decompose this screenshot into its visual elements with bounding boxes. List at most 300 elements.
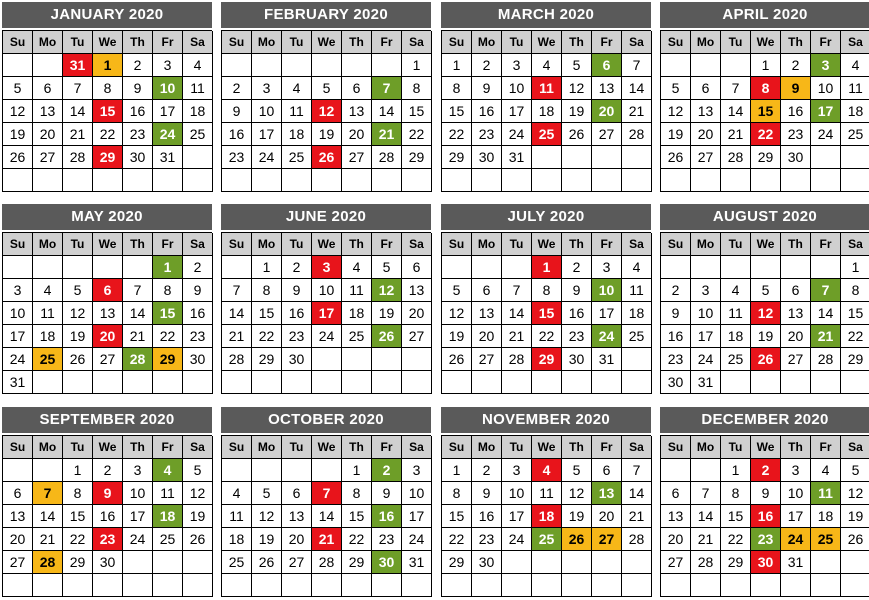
empty-cell (751, 169, 781, 192)
day-cell: 30 (93, 551, 123, 574)
day-cell: 19 (312, 123, 342, 146)
weekday-header: We (532, 233, 562, 256)
weekday-header: Th (123, 233, 153, 256)
day-cell: 16 (472, 100, 502, 123)
day-cell: 6 (691, 77, 721, 100)
empty-cell (532, 371, 562, 394)
day-cell: 17 (691, 325, 721, 348)
month-calendar (660, 407, 869, 597)
weekday-header: Sa (622, 233, 652, 256)
day-cell: 29 (751, 146, 781, 169)
day-cell: 4 (841, 54, 869, 77)
day-cell: 7 (622, 459, 652, 482)
day-cell: 31 (402, 551, 432, 574)
day-cell: 14 (721, 100, 751, 123)
day-cell: 21 (63, 123, 93, 146)
day-cell: 4 (811, 459, 841, 482)
day-cell: 12 (661, 100, 691, 123)
day-cell: 25 (532, 528, 562, 551)
day-cell: 27 (661, 551, 691, 574)
day-cell: 26 (562, 528, 592, 551)
day-cell: 10 (811, 77, 841, 100)
empty-cell (472, 256, 502, 279)
weekday-header: Th (562, 436, 592, 459)
day-cell: 6 (282, 482, 312, 505)
day-cell: 12 (252, 505, 282, 528)
day-cell: 8 (841, 279, 869, 302)
day-cell: 19 (562, 505, 592, 528)
day-cell: 13 (472, 302, 502, 325)
day-cell: 30 (751, 551, 781, 574)
day-cell: 22 (402, 123, 432, 146)
day-cell: 16 (472, 505, 502, 528)
day-cell: 7 (63, 77, 93, 100)
day-cell: 3 (153, 54, 183, 77)
day-cell: 10 (592, 279, 622, 302)
day-cell: 11 (532, 482, 562, 505)
weekday-header: Su (3, 233, 33, 256)
day-cell: 3 (252, 77, 282, 100)
day-cell: 18 (622, 302, 652, 325)
day-cell: 9 (472, 77, 502, 100)
empty-cell (33, 371, 63, 394)
day-cell: 18 (342, 302, 372, 325)
day-cell: 27 (402, 325, 432, 348)
empty-cell (442, 574, 472, 597)
day-cell: 31 (63, 54, 93, 77)
day-cell: 24 (402, 528, 432, 551)
day-cell: 4 (721, 279, 751, 302)
day-cell: 14 (811, 302, 841, 325)
empty-cell (562, 371, 592, 394)
day-cell: 29 (841, 348, 869, 371)
day-cell: 9 (222, 100, 252, 123)
day-cell: 22 (841, 325, 869, 348)
day-cell: 18 (222, 528, 252, 551)
empty-cell (532, 574, 562, 597)
empty-cell (622, 371, 652, 394)
empty-cell (222, 574, 252, 597)
empty-cell (33, 574, 63, 597)
month-title: JANUARY 2020 (2, 2, 212, 28)
day-cell: 2 (282, 256, 312, 279)
empty-cell (502, 551, 532, 574)
empty-cell (751, 574, 781, 597)
day-cell: 29 (442, 551, 472, 574)
day-cell: 18 (33, 325, 63, 348)
day-cell: 14 (33, 505, 63, 528)
day-cell: 21 (222, 325, 252, 348)
weekday-header: We (93, 233, 123, 256)
day-cell: 24 (312, 325, 342, 348)
empty-cell (562, 551, 592, 574)
day-cell: 20 (342, 123, 372, 146)
day-cell: 21 (622, 505, 652, 528)
empty-cell (342, 348, 372, 371)
day-cell: 28 (123, 348, 153, 371)
empty-cell (781, 169, 811, 192)
day-cell: 7 (33, 482, 63, 505)
day-cell: 10 (123, 482, 153, 505)
empty-cell (123, 371, 153, 394)
day-cell: 23 (372, 528, 402, 551)
day-cell: 4 (222, 482, 252, 505)
empty-cell (312, 348, 342, 371)
empty-cell (532, 169, 562, 192)
day-cell: 24 (123, 528, 153, 551)
day-cell: 6 (781, 279, 811, 302)
day-cell: 4 (532, 459, 562, 482)
empty-cell (781, 371, 811, 394)
day-cell: 22 (252, 325, 282, 348)
empty-cell (63, 256, 93, 279)
day-cell: 24 (153, 123, 183, 146)
day-cell: 9 (562, 279, 592, 302)
day-cell: 6 (33, 77, 63, 100)
empty-cell (282, 371, 312, 394)
day-cell: 1 (721, 459, 751, 482)
day-cell: 13 (402, 279, 432, 302)
day-cell: 10 (153, 77, 183, 100)
day-cell: 30 (562, 348, 592, 371)
weekday-header: Mo (252, 31, 282, 54)
day-cell: 8 (532, 279, 562, 302)
day-cell: 11 (153, 482, 183, 505)
day-cell: 31 (691, 371, 721, 394)
day-cell: 29 (532, 348, 562, 371)
empty-cell (3, 256, 33, 279)
day-cell: 2 (472, 459, 502, 482)
empty-cell (372, 54, 402, 77)
day-cell: 9 (661, 302, 691, 325)
day-cell: 23 (282, 325, 312, 348)
empty-cell (721, 574, 751, 597)
month-calendar (2, 2, 212, 192)
day-cell: 11 (721, 302, 751, 325)
day-cell: 26 (751, 348, 781, 371)
weekday-header: Su (222, 436, 252, 459)
month-grid (2, 30, 212, 192)
empty-cell (811, 146, 841, 169)
day-cell: 2 (781, 54, 811, 77)
day-cell: 12 (751, 302, 781, 325)
weekday-header: Fr (372, 233, 402, 256)
day-cell: 22 (442, 528, 472, 551)
month-calendar (221, 2, 431, 192)
day-cell: 5 (252, 482, 282, 505)
day-cell: 18 (841, 100, 869, 123)
day-cell: 17 (781, 505, 811, 528)
day-cell: 21 (691, 528, 721, 551)
month-title: MAY 2020 (2, 204, 212, 230)
empty-cell (342, 54, 372, 77)
day-cell: 7 (691, 482, 721, 505)
day-cell: 4 (183, 54, 213, 77)
day-cell: 6 (472, 279, 502, 302)
weekday-header: Su (661, 233, 691, 256)
day-cell: 25 (222, 551, 252, 574)
day-cell: 23 (222, 146, 252, 169)
day-cell: 23 (781, 123, 811, 146)
empty-cell (811, 371, 841, 394)
day-cell: 18 (721, 325, 751, 348)
day-cell: 3 (502, 459, 532, 482)
day-cell: 29 (153, 348, 183, 371)
day-cell: 27 (342, 146, 372, 169)
day-cell: 3 (123, 459, 153, 482)
month-grid (441, 232, 651, 394)
day-cell: 15 (841, 302, 869, 325)
day-cell: 28 (622, 123, 652, 146)
empty-cell (33, 459, 63, 482)
day-cell: 23 (183, 325, 213, 348)
empty-cell (472, 169, 502, 192)
day-cell: 8 (63, 482, 93, 505)
day-cell: 2 (222, 77, 252, 100)
day-cell: 5 (312, 77, 342, 100)
weekday-header: Tu (502, 436, 532, 459)
empty-cell (153, 169, 183, 192)
weekday-header: Mo (252, 436, 282, 459)
day-cell: 7 (372, 77, 402, 100)
weekday-header: Sa (183, 436, 213, 459)
month-grid (221, 30, 431, 192)
weekday-header: Mo (472, 233, 502, 256)
day-cell: 14 (123, 302, 153, 325)
day-cell: 23 (562, 325, 592, 348)
empty-cell (3, 54, 33, 77)
day-cell: 20 (33, 123, 63, 146)
weekday-header: Sa (183, 31, 213, 54)
empty-cell (252, 459, 282, 482)
month-grid (221, 232, 431, 394)
day-cell: 16 (661, 325, 691, 348)
day-cell: 24 (502, 123, 532, 146)
weekday-header: Su (442, 436, 472, 459)
day-cell: 5 (372, 256, 402, 279)
day-cell: 22 (532, 325, 562, 348)
weekday-header: Th (342, 436, 372, 459)
empty-cell (153, 574, 183, 597)
day-cell: 25 (841, 123, 869, 146)
day-cell: 10 (312, 279, 342, 302)
empty-cell (3, 459, 33, 482)
day-cell: 13 (592, 482, 622, 505)
empty-cell (402, 348, 432, 371)
day-cell: 4 (153, 459, 183, 482)
empty-cell (661, 54, 691, 77)
day-cell: 2 (183, 256, 213, 279)
weekday-header: We (751, 233, 781, 256)
day-cell: 25 (622, 325, 652, 348)
empty-cell (622, 146, 652, 169)
empty-cell (811, 256, 841, 279)
day-cell: 17 (3, 325, 33, 348)
day-cell: 3 (312, 256, 342, 279)
month-grid (660, 30, 869, 192)
day-cell: 12 (372, 279, 402, 302)
day-cell: 16 (372, 505, 402, 528)
empty-cell (781, 574, 811, 597)
day-cell: 2 (661, 279, 691, 302)
day-cell: 11 (222, 505, 252, 528)
month-grid (2, 435, 212, 597)
empty-cell (691, 169, 721, 192)
day-cell: 8 (442, 77, 472, 100)
weekday-header: We (532, 436, 562, 459)
weekday-header: Tu (63, 31, 93, 54)
day-cell: 26 (183, 528, 213, 551)
empty-cell (781, 256, 811, 279)
day-cell: 5 (183, 459, 213, 482)
day-cell: 9 (472, 482, 502, 505)
day-cell: 27 (33, 146, 63, 169)
day-cell: 13 (33, 100, 63, 123)
empty-cell (252, 54, 282, 77)
day-cell: 17 (312, 302, 342, 325)
empty-cell (372, 371, 402, 394)
weekday-header: Tu (282, 31, 312, 54)
day-cell: 6 (3, 482, 33, 505)
weekday-header: Sa (402, 233, 432, 256)
day-cell: 6 (342, 77, 372, 100)
empty-cell (661, 574, 691, 597)
month-calendar (441, 2, 651, 192)
day-cell: 9 (93, 482, 123, 505)
empty-cell (123, 551, 153, 574)
weekday-header: Su (222, 233, 252, 256)
day-cell: 6 (592, 459, 622, 482)
day-cell: 20 (472, 325, 502, 348)
weekday-header: Sa (622, 436, 652, 459)
day-cell: 28 (372, 146, 402, 169)
month-grid (441, 435, 651, 597)
day-cell: 5 (751, 279, 781, 302)
day-cell: 28 (622, 528, 652, 551)
day-cell: 30 (123, 146, 153, 169)
empty-cell (3, 169, 33, 192)
day-cell: 1 (153, 256, 183, 279)
day-cell: 7 (312, 482, 342, 505)
weekday-header: Su (222, 31, 252, 54)
empty-cell (472, 574, 502, 597)
day-cell: 12 (562, 482, 592, 505)
day-cell: 5 (841, 459, 869, 482)
day-cell: 22 (751, 123, 781, 146)
day-cell: 27 (592, 123, 622, 146)
empty-cell (841, 146, 869, 169)
day-cell: 12 (63, 302, 93, 325)
day-cell: 12 (3, 100, 33, 123)
day-cell: 19 (183, 505, 213, 528)
empty-cell (153, 551, 183, 574)
month-title: DECEMBER 2020 (660, 407, 869, 433)
day-cell: 31 (592, 348, 622, 371)
day-cell: 15 (252, 302, 282, 325)
day-cell: 28 (721, 146, 751, 169)
day-cell: 28 (502, 348, 532, 371)
day-cell: 15 (153, 302, 183, 325)
empty-cell (312, 574, 342, 597)
empty-cell (841, 169, 869, 192)
day-cell: 4 (622, 256, 652, 279)
weekday-header: Th (781, 436, 811, 459)
day-cell: 15 (751, 100, 781, 123)
empty-cell (532, 146, 562, 169)
day-cell: 14 (63, 100, 93, 123)
empty-cell (372, 574, 402, 597)
day-cell: 6 (93, 279, 123, 302)
empty-cell (222, 169, 252, 192)
day-cell: 12 (442, 302, 472, 325)
weekday-header: Fr (592, 31, 622, 54)
day-cell: 24 (502, 528, 532, 551)
empty-cell (661, 256, 691, 279)
empty-cell (93, 169, 123, 192)
day-cell: 30 (372, 551, 402, 574)
day-cell: 27 (691, 146, 721, 169)
day-cell: 26 (312, 146, 342, 169)
day-cell: 11 (342, 279, 372, 302)
day-cell: 7 (502, 279, 532, 302)
day-cell: 21 (33, 528, 63, 551)
empty-cell (592, 551, 622, 574)
day-cell: 31 (502, 146, 532, 169)
month-grid (2, 232, 212, 394)
weekday-header: We (312, 233, 342, 256)
day-cell: 15 (63, 505, 93, 528)
weekday-header: Sa (841, 233, 869, 256)
day-cell: 28 (691, 551, 721, 574)
weekday-header: We (312, 31, 342, 54)
weekday-header: Fr (153, 436, 183, 459)
day-cell: 1 (532, 256, 562, 279)
day-cell: 5 (562, 54, 592, 77)
day-cell: 1 (751, 54, 781, 77)
weekday-header: Th (562, 31, 592, 54)
empty-cell (252, 574, 282, 597)
month-calendar (441, 407, 651, 597)
day-cell: 11 (841, 77, 869, 100)
month-calendar (221, 204, 431, 394)
day-cell: 4 (282, 77, 312, 100)
day-cell: 10 (781, 482, 811, 505)
day-cell: 12 (312, 100, 342, 123)
month-calendar (221, 407, 431, 597)
month-grid (660, 232, 869, 394)
weekday-header: Sa (622, 31, 652, 54)
empty-cell (183, 146, 213, 169)
empty-cell (402, 169, 432, 192)
empty-cell (282, 459, 312, 482)
day-cell: 27 (781, 348, 811, 371)
day-cell: 19 (3, 123, 33, 146)
day-cell: 29 (63, 551, 93, 574)
day-cell: 2 (372, 459, 402, 482)
day-cell: 16 (123, 100, 153, 123)
day-cell: 11 (532, 77, 562, 100)
day-cell: 20 (781, 325, 811, 348)
empty-cell (312, 54, 342, 77)
day-cell: 4 (33, 279, 63, 302)
day-cell: 13 (661, 505, 691, 528)
day-cell: 25 (721, 348, 751, 371)
day-cell: 5 (661, 77, 691, 100)
empty-cell (622, 348, 652, 371)
day-cell: 1 (402, 54, 432, 77)
day-cell: 29 (721, 551, 751, 574)
day-cell: 15 (342, 505, 372, 528)
